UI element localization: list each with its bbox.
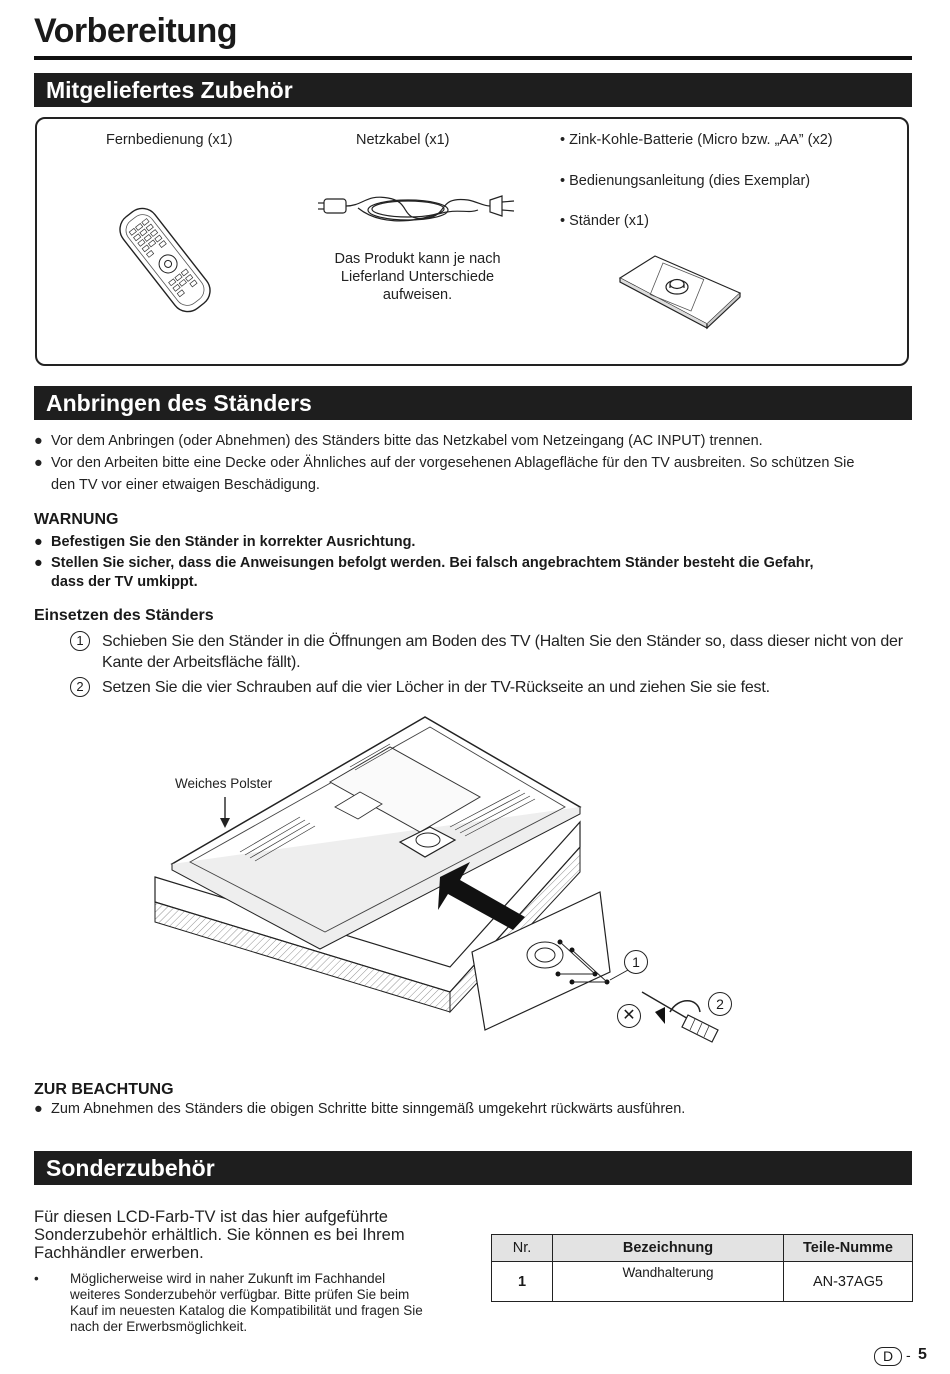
step-1-text: Schieben Sie den Ständer in die Öffnungen am Boden des TV (Halten Sie den Ständer so, dass dieser nicht von der Kante der Arbeitsfläche fällt). (102, 633, 903, 671)
diagram-callout-1: 1 (624, 950, 648, 974)
warning-title: WARNUNG (34, 511, 119, 528)
optional-intro: Für diesen LCD-Farb-TV ist das hier aufgeführte Sonderzubehör erhältlich. Sie können es bei Ihrem Fachhändler erwerben. (34, 1208, 405, 1262)
optional-accessories-table (491, 1234, 913, 1302)
precaution-bullet-2: ● Vor den Arbeiten bitte eine Decke oder Ähnliches auf der vorgesehenen Ablagefläche für den TV ausbreiten. So schützen Sie den TV vor einer etwaigen Beschädigung. (34, 455, 855, 493)
section-heading-optional: Sonderzubehör (34, 1151, 912, 1185)
accessory-item-stand: • Ständer (x1) (560, 213, 649, 229)
wrong-direction-icon: ✕ (617, 1004, 641, 1028)
page-separator: - (906, 1347, 911, 1363)
warning-list (34, 533, 914, 592)
insert-title: Einsetzen des Ständers (34, 607, 214, 624)
step-number-1: 1 (70, 631, 90, 651)
section-heading-accessories: Mitgeliefertes Zubehör (34, 73, 912, 107)
power-cable-illustration (318, 184, 518, 234)
stand-base-illustration (615, 248, 745, 338)
soft-pad-label: Weiches Polster (175, 776, 273, 791)
remote-label: Fernbedienung (x1) (106, 132, 233, 148)
accessory-item-battery: • Zink-Kohle-Batterie (Micro bzw. „AA” (x2) (560, 132, 833, 148)
remote-control-illustration (110, 200, 220, 320)
note-text: ● Zum Abnehmen des Ständers die obigen Schritte bitte sinngemäß umgekehrt rückwärts ausführen. (34, 1101, 686, 1117)
page-language-badge: D (874, 1347, 902, 1366)
step-2-text: Setzen Sie die vier Schrauben auf die vier Löcher in der TV-Rückseite an und ziehen Sie sie fest. (102, 679, 770, 696)
precaution-bullet-1: ● Vor dem Anbringen (oder Abnehmen) des Ständers bitte das Netzkabel vom Netzeingang (AC INPUT) trennen. (34, 433, 763, 449)
table-cell-name: Wandhalterung (553, 1262, 784, 1302)
warning-item-1: ● Befestigen Sie den Ständer in korrekter Ausrichtung. (34, 534, 416, 550)
stand-installation-diagram (150, 712, 750, 1052)
table-cell-part-number: AN-37AG5 (784, 1262, 913, 1302)
step-number-2: 2 (70, 677, 90, 697)
diagram-callout-2: 2 (708, 992, 732, 1016)
table-cell-nr: 1 (492, 1262, 553, 1302)
table-header-name: Bezeichnung (553, 1235, 784, 1262)
accessory-item-manual: • Bedienungsanleitung (dies Exemplar) (560, 173, 811, 189)
table-header-nr: Nr. (492, 1235, 553, 1262)
cable-note: Das Produkt kann je nach Lieferland Unterschiede aufweisen. (334, 251, 501, 303)
cable-label: Netzkabel (x1) (356, 132, 450, 148)
title-rule (34, 56, 912, 60)
note-title: ZUR BEACHTUNG (34, 1081, 174, 1098)
optional-note: • Möglicherweise wird in naher Zukunft im Fachhandel weiteres Sonderzubehör verfügbar. Bitte prüfen Sie beim Kauf im neuesten Katalog die Kompatibilität und fragen Sie nach der Erwerbsmöglichkeit. (34, 1271, 423, 1334)
table-row (492, 1262, 913, 1302)
page-title: Vorbereitung (34, 12, 238, 50)
warning-item-2: ● Stellen Sie sicher, dass die Anweisungen befolgt werden. Bei falsch angebrachtem Ständer besteht die Gefahr, dass der TV umkippt. (34, 555, 814, 590)
table-header-row (492, 1235, 913, 1262)
table-header-part-number: Teile-Numme (784, 1235, 913, 1262)
section-heading-stand: Anbringen des Ständers (34, 386, 912, 420)
precaution-bullets (34, 430, 914, 496)
page-number: 5 (918, 1346, 927, 1363)
